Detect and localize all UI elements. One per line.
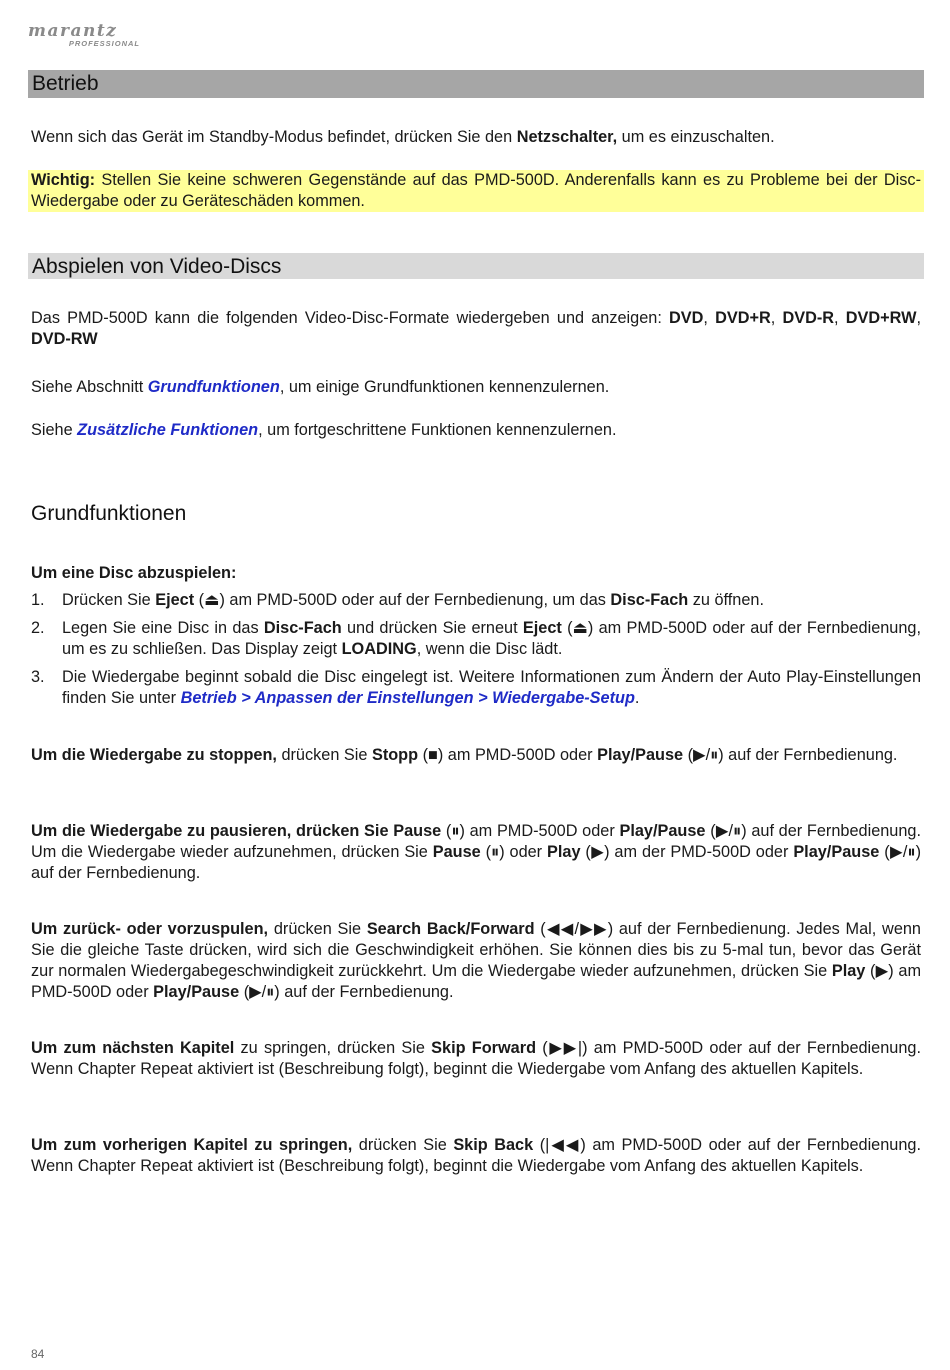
important-note: Wichtig: Stellen Sie keine schweren Gegenstände auf das PMD-500D. Anderenfalls kann es zu Probleme bei der Disc-Wiedergabe oder zu Geräteschäden kommen.	[28, 170, 924, 212]
previous-chapter-paragraph: Um zum vorherigen Kapitel zu springen, drücken Sie Skip Back (|◀◀) am PMD-500D oder auf der Fernbedienung. Wenn Chapter Repeat aktiviert ist (Beschreibung folgt), beginnt die Wiedergabe vom Anfang des aktuellen Kapitels.	[31, 1136, 921, 1175]
format-dvd-plus-r: DVD+R	[715, 309, 771, 327]
important-label: Wichtig:	[31, 171, 96, 189]
pause-paragraph: Um die Wiedergabe zu pausieren, drücken Sie Pause (⏸) am PMD-500D oder Play/Pause (▶/⏸) auf der Fernbedienung. Um die Wiedergabe wieder aufzunehmen, drücken Sie Pause (⏸) oder Play (▶) am der PMD-500D oder Play/Pause (▶/⏸) auf der Fernbedienung.	[31, 822, 921, 882]
format-dvd-plus-rw: DVD+RW	[845, 309, 917, 327]
formats-paragraph: Das PMD-500D kann die folgenden Video-Disc-Formate wiedergeben und anzeigen: DVD, DVD+R, DVD-R, DVD+RW, DVD-RW	[31, 309, 921, 348]
link-grundfunktionen[interactable]: Grundfunktionen	[147, 378, 280, 396]
seek-paragraph: Um zurück- oder vorzuspulen, drücken Sie Search Back/Forward (◀◀/▶▶) auf der Fernbedienung. Jedes Mal, wenn Sie die gleiche Taste drücken, wird sich die Geschwindigkeit erhöhen. Sie können dies bis zu 5-mal tun, bevor das Gerät zur normalen Wiedergabegeschwindigkeit zurückkehrt. Um die Wiedergabe wieder aufzunehmen, drücken Sie Play (▶) am PMD-500D oder Play/Pause (▶/⏸) auf der Fernbedienung.	[31, 920, 922, 1001]
format-dvd-minus-r: DVD-R	[782, 309, 835, 327]
link-wiedergabe-setup[interactable]: Betrieb > Anpassen der Einstellungen > Wiedergabe-Setup	[180, 689, 635, 707]
disc-play-heading: Um eine Disc abzuspielen:	[31, 564, 237, 582]
format-dvd-minus-rw: DVD-RW	[31, 330, 98, 348]
reference-advanced: Siehe Zusätzliche Funktionen, um fortgeschrittene Funktionen kennenzulernen.	[31, 421, 617, 439]
section-header-video	[28, 253, 924, 279]
section-title-video: Abspielen von Video-Discs	[32, 255, 282, 278]
brand-subtitle: PROFESSIONAL	[68, 39, 140, 48]
marantz-logo	[28, 22, 144, 50]
format-dvd: DVD	[669, 309, 704, 327]
brand-name: marantz	[28, 21, 118, 41]
page-number: 84	[31, 1347, 45, 1361]
list-item: 2. Legen Sie eine Disc in das Disc-Fach und drücken Sie erneut Eject (⏏) am PMD-500D oder auf der Fernbedienung, um es zu schließen. Das Display zeigt LOADING, wenn die Disc lädt.	[31, 619, 921, 658]
disc-play-steps	[31, 590, 921, 716]
section-title-grundfunktionen: Grundfunktionen	[31, 502, 187, 525]
list-item: 3. Die Wiedergabe beginnt sobald die Disc eingelegt ist. Weitere Informationen zum Ändern der Auto Play-Einstellungen finden Sie unter Betrieb > Anpassen der Einstellungen > Wiedergabe-Setup.	[31, 668, 921, 707]
list-item: 1. Drücken Sie Eject (⏏) am PMD-500D oder auf der Fernbedienung, um das Disc-Fach zu öffnen.	[31, 591, 764, 609]
stop-paragraph: Um die Wiedergabe zu stoppen, drücken Sie Stopp (■) am PMD-500D oder Play/Pause (▶/⏸) auf der Fernbedienung.	[31, 746, 898, 764]
next-chapter-paragraph: Um zum nächsten Kapitel zu springen, drücken Sie Skip Forward (▶▶|) am PMD-500D oder auf der Fernbedienung. Wenn Chapter Repeat aktiviert ist (Beschreibung folgt), beginnt die Wiedergabe vom Anfang des aktuellen Kapitels.	[31, 1039, 921, 1078]
standby-paragraph: Wenn sich das Gerät im Standby-Modus befindet, drücken Sie den Netzschalter, um es einzuschalten.	[31, 128, 775, 146]
link-zusaetzliche-funktionen[interactable]: Zusätzliche Funktionen	[77, 421, 259, 439]
reference-basic: Siehe Abschnitt Grundfunktionen, um einige Grundfunktionen kennenzulernen.	[31, 378, 610, 396]
section-header-betrieb	[28, 70, 924, 98]
section-title-betrieb: Betrieb	[32, 72, 99, 95]
